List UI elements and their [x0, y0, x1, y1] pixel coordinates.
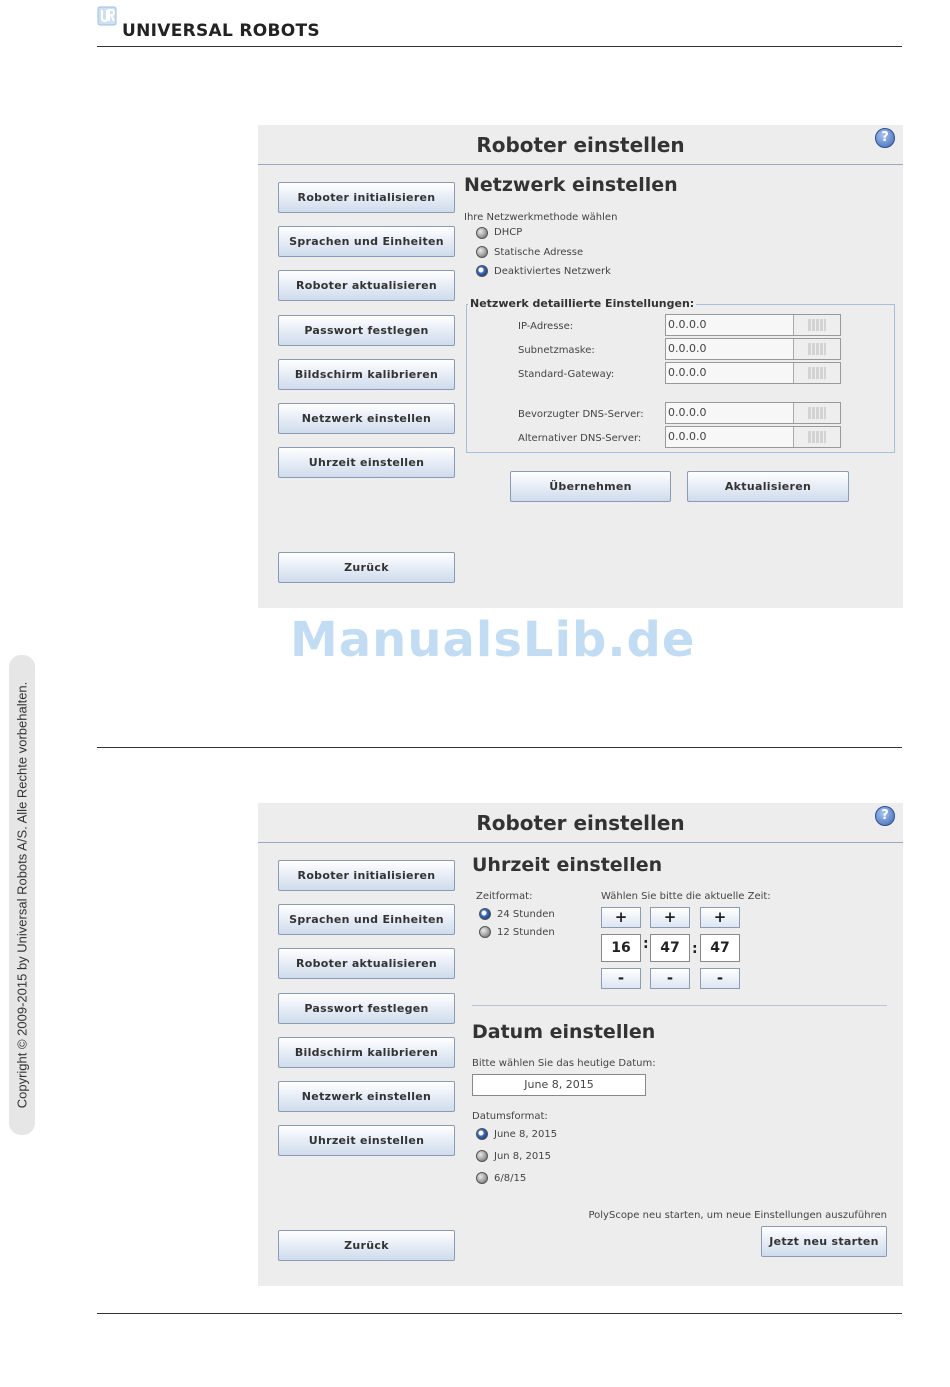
choose-time-label: Wählen Sie bitte die aktuelle Zeit:	[601, 891, 771, 902]
keypad-icon[interactable]	[793, 315, 840, 335]
restart-now-button[interactable]: Jetzt neu starten	[761, 1226, 887, 1257]
minutes-increment-button[interactable]: +	[650, 907, 690, 928]
time-settings-screen	[258, 803, 903, 1286]
nav-button-calibrate[interactable]: Bildschirm kalibrieren	[278, 359, 455, 390]
radio-date-medium[interactable]	[476, 1150, 488, 1162]
preferred-dns-label: Bevorzugter DNS-Server:	[518, 409, 644, 420]
screen-title: Roboter einstellen	[476, 811, 685, 835]
keypad-icon[interactable]	[793, 339, 840, 359]
help-icon[interactable]: ?	[875, 128, 895, 148]
radio-label-dhcp: DHCP	[494, 227, 523, 238]
apply-button[interactable]: Übernehmen	[510, 471, 671, 502]
nav-button-language[interactable]: Sprachen und Einheiten	[278, 226, 455, 257]
date-heading: Datum einstellen	[472, 1021, 656, 1043]
nav-button-password[interactable]: Passwort festlegen	[278, 315, 455, 346]
preferred-dns-value: 0.0.0.0	[668, 406, 707, 419]
hours-decrement-button[interactable]: -	[601, 968, 641, 989]
back-button[interactable]: Zurück	[278, 552, 455, 583]
gateway-value: 0.0.0.0	[668, 366, 707, 379]
network-heading: Netzwerk einstellen	[464, 174, 678, 196]
radio-label-12h: 12 Stunden	[497, 927, 555, 938]
minutes-decrement-button[interactable]: -	[650, 968, 690, 989]
date-field[interactable]: June 8, 2015	[472, 1074, 646, 1096]
time-date-divider	[472, 1005, 887, 1006]
subnet-mask-value: 0.0.0.0	[668, 342, 707, 355]
preferred-dns-field[interactable]	[665, 402, 841, 424]
back-button[interactable]: Zurück	[278, 1230, 455, 1261]
nav-button-calibrate[interactable]: Bildschirm kalibrieren	[278, 1037, 455, 1068]
network-settings-screen	[258, 125, 903, 608]
radio-disabled[interactable]	[476, 265, 488, 277]
help-icon[interactable]: ?	[875, 806, 895, 826]
restart-note: PolyScope neu starten, um neue Einstellungen auszuführen	[588, 1210, 887, 1221]
ur-logo-icon	[97, 6, 117, 26]
screen-title: Roboter einstellen	[476, 133, 685, 157]
keypad-icon[interactable]	[793, 427, 840, 447]
refresh-button[interactable]: Aktualisieren	[687, 471, 849, 502]
nav-button-time[interactable]: Uhrzeit einstellen	[278, 1125, 455, 1156]
radio-24h[interactable]	[479, 908, 491, 920]
gateway-field[interactable]	[665, 362, 841, 384]
nav-button-network[interactable]: Netzwerk einstellen	[278, 403, 455, 434]
hours-field[interactable]: 16	[601, 934, 641, 962]
gateway-label: Standard-Gateway:	[518, 369, 615, 380]
time-separator: :	[643, 936, 649, 952]
radio-date-short[interactable]	[476, 1172, 488, 1184]
radio-label-date-short: 6/8/15	[494, 1173, 527, 1184]
subnet-mask-label: Subnetzmaske:	[518, 345, 595, 356]
ip-address-value: 0.0.0.0	[668, 318, 707, 331]
ip-address-label: IP-Adresse:	[518, 321, 574, 332]
radio-label-disabled: Deaktiviertes Netzwerk	[494, 266, 611, 277]
header-divider	[97, 46, 902, 47]
copyright-text: Copyright © 2009-2015 by Universal Robots A/S. Alle Rechte vorbehalten.	[14, 681, 30, 1109]
watermark-text: ManualsLib.de	[290, 612, 696, 668]
seconds-increment-button[interactable]: +	[700, 907, 740, 928]
radio-static[interactable]	[476, 246, 488, 258]
network-method-label: Ihre Netzwerkmethode wählen	[464, 212, 618, 223]
radio-12h[interactable]	[479, 926, 491, 938]
brand-name: UNIVERSAL ROBOTS	[122, 21, 320, 41]
date-format-label: Datumsformat:	[472, 1111, 548, 1122]
section-divider	[97, 747, 902, 748]
radio-date-long[interactable]	[476, 1128, 488, 1140]
nav-button-init-robot[interactable]: Roboter initialisieren	[278, 860, 455, 891]
subnet-mask-field[interactable]	[665, 338, 841, 360]
nav-button-update[interactable]: Roboter aktualisieren	[278, 270, 455, 301]
radio-dhcp[interactable]	[476, 227, 488, 239]
nav-button-language[interactable]: Sprachen und Einheiten	[278, 904, 455, 935]
radio-label-date-medium: Jun 8, 2015	[494, 1151, 551, 1162]
nav-button-password[interactable]: Passwort festlegen	[278, 993, 455, 1024]
title-divider	[258, 842, 903, 843]
copyright-sidebar	[9, 655, 35, 1135]
minutes-field[interactable]: 47	[650, 934, 690, 962]
network-details-legend: Netzwerk detaillierte Einstellungen:	[470, 297, 695, 310]
nav-button-update[interactable]: Roboter aktualisieren	[278, 948, 455, 979]
radio-label-date-long: June 8, 2015	[494, 1129, 558, 1140]
alternative-dns-field[interactable]	[665, 426, 841, 448]
ip-address-field[interactable]	[665, 314, 841, 336]
nav-button-time[interactable]: Uhrzeit einstellen	[278, 447, 455, 478]
radio-label-24h: 24 Stunden	[497, 909, 555, 920]
keypad-icon[interactable]	[793, 363, 840, 383]
nav-button-network[interactable]: Netzwerk einstellen	[278, 1081, 455, 1112]
seconds-field[interactable]: 47	[700, 934, 740, 962]
hours-increment-button[interactable]: +	[601, 907, 641, 928]
choose-date-label: Bitte wählen Sie das heutige Datum:	[472, 1058, 656, 1069]
time-separator: :	[692, 941, 698, 957]
nav-button-init-robot[interactable]: Roboter initialisieren	[278, 182, 455, 213]
time-heading: Uhrzeit einstellen	[472, 854, 663, 876]
alternative-dns-value: 0.0.0.0	[668, 430, 707, 443]
keypad-icon[interactable]	[793, 403, 840, 423]
footer-divider	[97, 1313, 902, 1314]
title-divider	[258, 164, 903, 165]
seconds-decrement-button[interactable]: -	[700, 968, 740, 989]
radio-label-static: Statische Adresse	[494, 247, 584, 258]
time-format-label: Zeitformat:	[476, 891, 533, 902]
alternative-dns-label: Alternativer DNS-Server:	[518, 433, 642, 444]
